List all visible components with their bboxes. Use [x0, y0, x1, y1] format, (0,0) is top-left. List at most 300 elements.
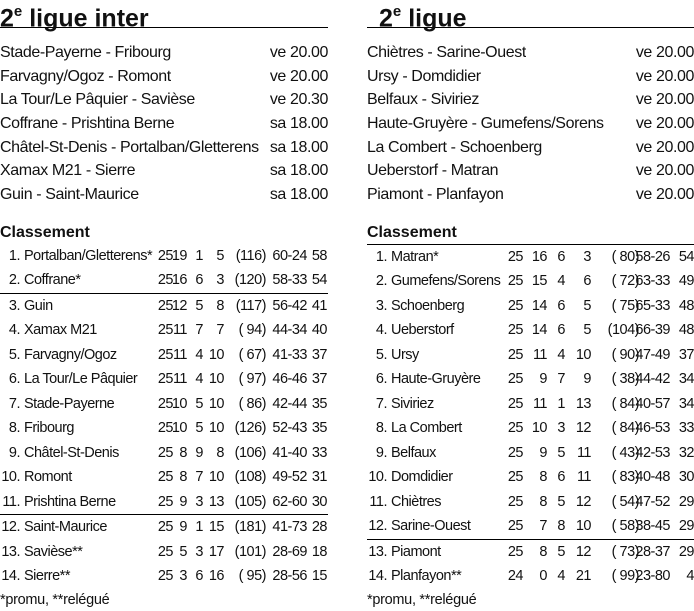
team-name: Ursy [391, 346, 419, 363]
rank: 5. [375, 346, 387, 363]
fixture-teams: Haute-Gruyère - Gumefens/Sorens [367, 115, 604, 133]
draws: 4 [195, 371, 203, 388]
losses: 12 [575, 420, 591, 437]
wins: 11 [172, 371, 187, 388]
penalty-points: (108) [234, 469, 266, 486]
title-number: 2 [379, 4, 393, 33]
losses: 16 [208, 568, 224, 585]
goal-record: 47-52 [635, 493, 670, 510]
points: 37 [311, 346, 327, 363]
losses: 13 [575, 395, 591, 412]
fixture-teams: Coffrane - Prishtina Berne [0, 115, 175, 133]
fixture-time: ve 20.00 [269, 67, 328, 85]
penalty-points: ( 58) [611, 518, 639, 535]
points: 32 [678, 444, 694, 461]
standings-row [367, 416, 694, 441]
draws: 5 [557, 493, 565, 510]
fixture-time: sa 18.00 [269, 138, 328, 156]
losses: 10 [575, 518, 591, 535]
footnote: *promu, **relégué [0, 591, 110, 608]
team-name: Chiètres [391, 493, 441, 510]
standings-row [0, 318, 328, 343]
goal-record: 41-33 [272, 346, 307, 363]
draws: 6 [557, 248, 565, 265]
fixture-row [367, 183, 694, 207]
draws: 4 [557, 346, 565, 363]
played: 25 [507, 395, 523, 412]
wins: 16 [171, 272, 187, 289]
standings-row [367, 343, 694, 368]
fixture-row [367, 159, 694, 183]
penalty-points: ( 97) [238, 371, 266, 388]
team-name: Siviriez [391, 395, 434, 412]
played: 25 [507, 420, 523, 437]
rank: 7. [8, 395, 20, 412]
penalty-points: (101) [234, 543, 266, 560]
played: 25 [157, 297, 173, 314]
played: 25 [157, 543, 173, 560]
standings-row [367, 269, 694, 294]
played: 24 [507, 568, 523, 585]
standings-row [0, 392, 328, 417]
points: 29 [678, 543, 694, 560]
standings-row [0, 515, 328, 540]
penalty-points: (126) [234, 420, 266, 437]
fixture-teams: Piamont - Planfayon [367, 186, 504, 204]
losses: 9 [583, 371, 591, 388]
penalty-points: ( 94) [238, 322, 266, 339]
wins: 8 [539, 493, 547, 510]
team-name: Romont [24, 469, 72, 486]
fixture-teams: Chiètres - Sarine-Ouest [367, 44, 526, 61]
rank: 11. [369, 493, 387, 510]
team-name: Sierre** [24, 568, 70, 585]
team-name: Sarine-Ouest [391, 518, 471, 535]
standings-heading: Classement [0, 223, 90, 241]
draws: 5 [195, 395, 203, 412]
team-name: Piamont [391, 543, 441, 560]
standings-row [367, 244, 694, 270]
rank: 3. [8, 297, 20, 314]
played: 25 [157, 519, 173, 536]
penalty-points: (181) [234, 519, 266, 536]
goal-record: 41-40 [272, 444, 307, 461]
team-name: Savièse** [24, 543, 83, 560]
wins: 8 [179, 444, 187, 461]
draws: 9 [195, 444, 203, 461]
standings-row [367, 564, 694, 589]
rank: 14. [1, 568, 20, 585]
team-name: Châtel-St-Denis [24, 444, 119, 461]
fixture-teams: Guin - Saint-Maurice [0, 186, 139, 204]
standings-row [0, 416, 328, 441]
standings-row [367, 540, 694, 565]
wins: 5 [179, 543, 187, 560]
fixture-row [0, 112, 328, 136]
wins: 11 [172, 346, 187, 363]
played: 25 [507, 273, 523, 290]
fixture-time: ve 20.00 [635, 162, 694, 180]
rank: 13. [1, 543, 20, 560]
standings-row [367, 318, 694, 343]
league-column-inter [0, 0, 328, 611]
fixture-teams: Xamax M21 - Sierre [0, 162, 136, 180]
fixture-time: ve 20.00 [635, 186, 694, 204]
team-name: Prishtina Berne [24, 493, 116, 510]
standings-row [367, 514, 694, 540]
losses: 12 [575, 543, 591, 560]
rank: 13. [368, 543, 387, 560]
losses: 8 [216, 444, 224, 461]
standings-row [0, 268, 328, 294]
fixture-teams: Ursy - Domdidier [367, 67, 481, 85]
fixture-teams: La Tour/Le Pâquier - Savièse [0, 91, 195, 109]
draws: 6 [557, 322, 565, 339]
fixture-time: ve 20.00 [635, 67, 694, 85]
team-name: Portalban/Gletterens* [24, 247, 153, 264]
standings-row [0, 490, 328, 516]
goal-record: 41-73 [272, 519, 307, 536]
goal-record: 40-48 [635, 469, 670, 486]
played: 25 [157, 247, 173, 264]
played: 25 [157, 346, 173, 363]
fixture-time: ve 20.00 [635, 115, 694, 133]
played: 25 [157, 469, 173, 486]
goal-record: 28-56 [272, 568, 307, 585]
wins: 10 [171, 420, 187, 437]
draws: 5 [557, 543, 565, 560]
penalty-points: ( 38) [611, 371, 639, 388]
standings-row [0, 343, 328, 368]
penalty-points: (120) [234, 272, 266, 289]
draws: 5 [195, 297, 203, 314]
goal-record: 49-52 [272, 469, 307, 486]
points: 49 [678, 273, 694, 290]
points: 4 [686, 568, 694, 585]
standings-row [0, 294, 328, 319]
fixture-teams: Farvagny/Ogoz - Romont [0, 67, 171, 85]
points: 33 [311, 444, 327, 461]
goal-record: 58-26 [635, 248, 670, 265]
points: 34 [678, 395, 694, 412]
penalty-points: ( 95) [238, 568, 266, 585]
title-superscript: e [13, 3, 23, 20]
draws: 6 [195, 272, 203, 289]
wins: 11 [532, 395, 547, 412]
team-name: Coffrane* [24, 272, 81, 289]
penalty-points: (104) [607, 322, 639, 339]
points: 15 [311, 568, 327, 585]
played: 25 [507, 371, 523, 388]
losses: 21 [575, 568, 591, 585]
goal-record: 44-34 [272, 322, 307, 339]
penalty-points: ( 73) [611, 543, 639, 560]
played: 25 [157, 420, 173, 437]
team-name: La Tour/Le Pâquier [24, 371, 138, 388]
goal-record: 56-42 [272, 297, 307, 314]
league-title [367, 0, 694, 33]
fixtures-list [0, 41, 328, 207]
fixture-row [367, 136, 694, 160]
draws: 5 [557, 444, 565, 461]
losses: 11 [576, 444, 591, 461]
standings-row [0, 465, 328, 490]
points: 58 [311, 247, 327, 264]
points: 18 [311, 543, 327, 560]
played: 25 [507, 248, 523, 265]
points: 37 [311, 371, 327, 388]
fixture-row [0, 159, 328, 183]
losses: 5 [583, 297, 591, 314]
wins: 19 [171, 247, 187, 264]
points: 48 [678, 297, 694, 314]
standings-row [0, 441, 328, 466]
losses: 10 [208, 395, 224, 412]
team-name: Schoenberg [391, 297, 465, 314]
points: 33 [678, 420, 694, 437]
fixture-time: ve 20.00 [635, 91, 694, 109]
played: 25 [507, 469, 523, 486]
rank: 2. [8, 272, 20, 289]
draws: 7 [195, 469, 203, 486]
standings-row [367, 392, 694, 417]
rank: 1. [8, 247, 20, 264]
losses: 3 [216, 272, 224, 289]
wins: 11 [532, 346, 547, 363]
fixture-row [0, 183, 328, 207]
played: 25 [157, 371, 173, 388]
points: 35 [311, 395, 327, 412]
standings-heading: Classement [367, 223, 457, 241]
penalty-points: ( 90) [611, 346, 639, 363]
wins: 0 [539, 568, 547, 585]
standings-row [0, 244, 328, 269]
draws: 4 [557, 273, 565, 290]
fixture-teams: Ueberstorf - Matran [367, 162, 499, 180]
draws: 3 [195, 493, 203, 510]
fixture-teams: Stade-Payerne - Fribourg [0, 44, 171, 61]
penalty-points: ( 67) [238, 346, 266, 363]
title-number: 2 [0, 4, 14, 33]
losses: 5 [216, 247, 224, 264]
draws: 4 [557, 568, 565, 585]
team-name: Domdidier [391, 469, 453, 486]
title-superscript: e [392, 3, 402, 20]
goal-record: 52-43 [272, 420, 307, 437]
standings-row [0, 564, 328, 589]
standings-table [0, 244, 328, 589]
draws: 1 [195, 247, 203, 264]
goal-record: 28-69 [272, 543, 307, 560]
wins: 7 [539, 518, 547, 535]
losses: 8 [216, 297, 224, 314]
penalty-points: ( 83) [611, 469, 639, 486]
rank: 14. [368, 568, 387, 585]
points: 30 [311, 493, 327, 510]
points: 54 [311, 272, 327, 289]
goal-record: 58-33 [272, 272, 307, 289]
rank: 5. [8, 346, 20, 363]
fixture-time: sa 18.00 [269, 186, 328, 204]
points: 30 [678, 469, 694, 486]
penalty-points: ( 99) [611, 568, 639, 585]
played: 25 [157, 322, 173, 339]
wins: 9 [539, 444, 547, 461]
goal-record: 42-44 [272, 395, 307, 412]
fixture-teams: La Combert - Schoenberg [367, 138, 542, 156]
fixture-row [0, 88, 328, 112]
goal-record: 44-42 [635, 371, 670, 388]
goal-record: 42-53 [635, 444, 670, 461]
rank: 4. [8, 322, 20, 339]
rank: 10. [368, 469, 387, 486]
wins: 16 [531, 248, 547, 265]
rank: 8. [8, 420, 20, 437]
team-name: Saint-Maurice [24, 519, 107, 536]
team-name: Stade-Payerne [24, 395, 115, 412]
team-name: La Combert [391, 420, 462, 437]
title-text: ligue [401, 4, 467, 33]
played: 25 [157, 395, 173, 412]
goal-record: 46-46 [272, 371, 307, 388]
wins: 9 [179, 519, 187, 536]
league-title [0, 0, 328, 33]
standings-row [367, 490, 694, 515]
points: 40 [311, 322, 327, 339]
penalty-points: (117) [235, 297, 266, 314]
standings-row [367, 367, 694, 392]
played: 25 [157, 272, 173, 289]
draws: 7 [195, 322, 203, 339]
wins: 8 [539, 543, 547, 560]
rank: 6. [375, 371, 387, 388]
league-column [367, 0, 694, 611]
fixture-time: sa 18.00 [269, 162, 328, 180]
losses: 10 [208, 346, 224, 363]
standings-row [0, 367, 328, 392]
standings-table [367, 244, 694, 589]
fixture-row [0, 65, 328, 89]
standings-row [367, 294, 694, 319]
wins: 14 [531, 322, 547, 339]
standings-row [367, 465, 694, 490]
wins: 11 [172, 322, 187, 339]
rank: 12. [368, 518, 387, 535]
rank: 3. [375, 297, 387, 314]
played: 25 [157, 444, 173, 461]
fixture-row [367, 41, 694, 65]
penalty-points: ( 84) [611, 420, 639, 437]
fixture-time: sa 18.00 [269, 115, 328, 133]
played: 25 [507, 518, 523, 535]
penalty-points: ( 86) [238, 395, 266, 412]
wins: 3 [179, 568, 187, 585]
played: 25 [507, 493, 523, 510]
points: 31 [311, 469, 327, 486]
penalty-points: (105) [234, 493, 266, 510]
title-text: ligue inter [22, 4, 149, 33]
draws: 4 [195, 346, 203, 363]
losses: 7 [216, 322, 224, 339]
points: 35 [311, 420, 327, 437]
fixture-row [0, 136, 328, 160]
losses: 15 [208, 519, 224, 536]
fixture-row [0, 41, 328, 65]
team-name: Belfaux [391, 444, 436, 461]
goal-record: 62-60 [272, 493, 307, 510]
losses: 10 [575, 346, 591, 363]
penalty-points: (106) [234, 444, 266, 461]
points: 28 [311, 519, 327, 536]
losses: 17 [208, 543, 224, 560]
penalty-points: (116) [235, 247, 266, 264]
rank: 8. [375, 420, 387, 437]
played: 25 [507, 297, 523, 314]
penalty-points: ( 72) [611, 273, 639, 290]
fixture-row [367, 65, 694, 89]
losses: 13 [208, 493, 224, 510]
team-name: Fribourg [24, 420, 74, 437]
points: 37 [678, 346, 694, 363]
rank: 4. [375, 322, 387, 339]
penalty-points: ( 80) [611, 248, 639, 265]
rank: 7. [375, 395, 387, 412]
losses: 10 [208, 420, 224, 437]
rank: 10. [1, 469, 20, 486]
rank: 9. [8, 444, 20, 461]
points: 29 [678, 518, 694, 535]
played: 25 [507, 346, 523, 363]
losses: 12 [575, 493, 591, 510]
team-name: Ueberstorf [391, 322, 454, 339]
losses: 6 [583, 273, 591, 290]
fixture-teams: Belfaux - Siviriez [367, 91, 479, 109]
goal-record: 47-49 [635, 346, 670, 363]
losses: 11 [576, 469, 591, 486]
goal-record: 40-57 [635, 395, 670, 412]
penalty-points: ( 84) [611, 395, 639, 412]
wins: 10 [531, 420, 547, 437]
wins: 14 [531, 297, 547, 314]
wins: 9 [539, 371, 547, 388]
team-name: Matran* [391, 248, 439, 265]
played: 25 [507, 444, 523, 461]
fixtures-list [367, 41, 694, 207]
fixture-row [367, 112, 694, 136]
draws: 3 [557, 420, 565, 437]
rank: 9. [375, 444, 387, 461]
wins: 12 [171, 297, 187, 314]
goal-record: 38-45 [635, 518, 670, 535]
team-name: Planfayon** [391, 568, 462, 585]
points: 34 [678, 371, 694, 388]
fixture-teams: Châtel-St-Denis - Portalban/Gletterens [0, 138, 259, 156]
draws: 3 [195, 543, 203, 560]
rank: 2. [375, 273, 387, 290]
goal-record: 23-80 [635, 568, 670, 585]
wins: 15 [531, 273, 547, 290]
team-name: Guin [24, 297, 53, 314]
played: 25 [507, 543, 523, 560]
points: 41 [311, 297, 327, 314]
goal-record: 46-53 [635, 420, 670, 437]
wins: 9 [179, 493, 187, 510]
points: 29 [678, 493, 694, 510]
fixture-time: ve 20.30 [269, 91, 328, 109]
played: 25 [507, 322, 523, 339]
footnote: *promu, **relégué [367, 591, 477, 608]
penalty-points: ( 54) [611, 493, 639, 510]
